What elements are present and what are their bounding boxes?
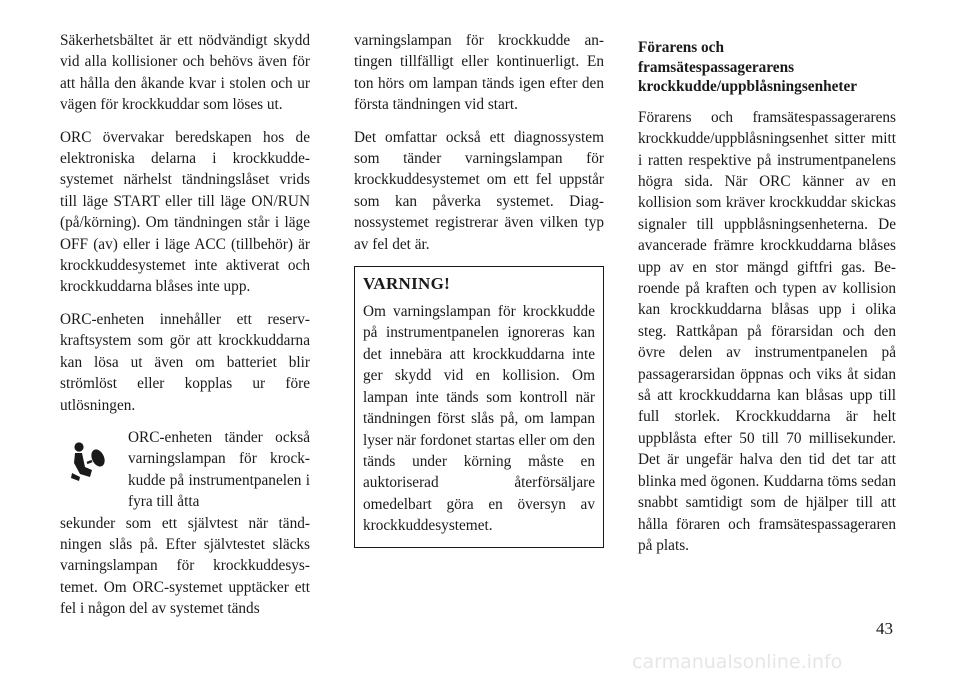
column-middle — [354, 30, 604, 548]
paragraph-airbag-units: Förarens och framsätespassagerarens krockkudde/uppblåsningsenhet sitter mitt i ratten respektive på instrumentpanelens högra sida. När ORC känner av en kollision som kräver krockkuddar skickas signaler till uppblåsningsenheterna. De avancerade främre krockkuddarna blåses upp av en stor mängd giftfri gas. Beroende på kraften och typen av kollision kan krockkuddarna blåsas upp i olika steg. Rattkåpan på förarsidan och den övre delen av instrumentpanelen på passagerarsidan öppnas och viks åt sidan så att krockkuddarna kan blåsas upp till full storlek. Krockkuddarna är helt uppblåsta efter 50 till 70 millisekunder. Det är ungefär halva den tid det tar att blinka med ögonen. Kuddarna töms sedan snabbt samtidigt som de hjälper till att hålla föraren och framsätespassageraren på plats. — [638, 108, 896, 554]
paragraph-self-test-indented: ORC-enheten tänder också varningslampan för krockkudde på instrumentpanelen i fyra till åtta — [128, 428, 310, 511]
page-number: 43 — [876, 619, 893, 638]
column-right — [638, 30, 896, 567]
paragraph-backup-power: ORC-enheten innehåller ett reservkraftsystem som gör att krockkuddarna kan lösa ut även om batteriet blir strömlöst eller kopplas ur före utlösningen. — [60, 310, 310, 414]
warning-title: VARNING! — [363, 274, 451, 294]
paragraph-self-test-rest: sekunder som ett självtest när tändningen slås på. Efter självtestet släcks varningslampan för krockkuddesystemet. Om ORC-systemet upptäcker ett fel i någon del av systemet tänds — [60, 514, 310, 618]
paragraph-orc-monitoring: ORC övervakar beredskapen hos de elektroniska delarna i krockkuddesystemet närhelst tändningslåset vrids till läge START eller till läge ON/RUN (på/körning). Om tändningen står i läge OFF (av) eller i läge ACC (tillbehör) är krockkuddesystemet inte aktiverat och krockkuddarna blåses inte upp. — [60, 128, 310, 296]
paragraph-seatbelt: Säkerhetsbältet är ett nödvändigt skydd vid alla kollisioner och behövs även för att hålla den åkande kvar i stolen och ur vägen för krockkuddar som löses ut. — [60, 32, 310, 114]
paragraph-warning-lamp: varningslampan för krockkudde antingen tillfälligt eller kontinuerligt. En ton hörs om lampan tänds igen efter den första tändningen vid start. — [354, 32, 604, 114]
section-heading — [638, 38, 896, 97]
warning-box — [354, 266, 604, 547]
watermark: carmanualsonline.info — [632, 651, 843, 673]
paragraph-diagnostics: Det omfattar också ett diagnossystem som tänder varningslampan för krockkuddesystemet om ett fel uppstår som kan påverka systemet. Diagnossystemet registrerar även vilken typ av fel det är. — [354, 128, 604, 253]
warning-text: Om varningslampan för krockkudde på instrumentpanelen ignoreras kan det innebära att krockkuddarna inte ger skydd vid en kollision. Om lampan inte tänds som kontroll när tändningen först slås på, om lampan lyser när fordonet startas eller om den tänds under körning måste en auktoriserad återförsäljare omedelbart göra en översyn av krockkuddesystemet. — [363, 303, 595, 535]
heading-line-2: framsätespassagerarens — [638, 58, 795, 76]
airbag-warning-icon — [66, 441, 110, 483]
paragraph-self-test — [60, 427, 310, 620]
heading-line-1: Förarens och — [638, 39, 724, 56]
column-left — [60, 30, 310, 620]
heading-line-3: krockkudde/uppblåsningsenheter — [638, 78, 858, 96]
